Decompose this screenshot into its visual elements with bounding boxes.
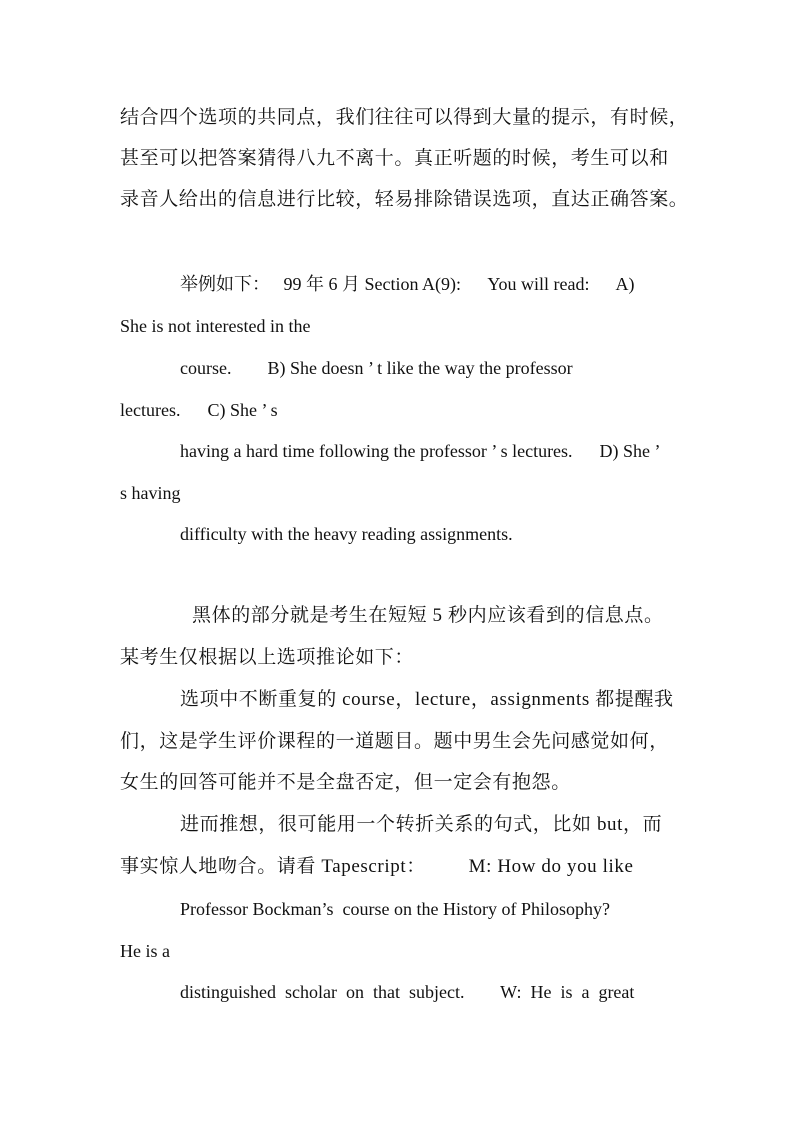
analysis-line: Professor Bockman’s course on the History of Philosophy? (180, 899, 610, 919)
example-line: course. B) She doesn ’ t like the way the professor (180, 358, 573, 378)
example-line: having a hard time following the professor ’ s lectures. D) She ’ (180, 441, 661, 461)
example-line: difficulty with the heavy reading assignments. (180, 524, 513, 544)
paragraph-line: 录音人给出的信息进行比较，轻易排除错误选项，直达正确答案。 (120, 189, 689, 210)
paragraph-line: 甚至可以把答案猜得八九不离十。真正听题的时候，考生可以和 (120, 148, 669, 169)
example-line: lectures. C) She ’ s (120, 400, 278, 420)
example-line: s having (120, 483, 181, 503)
analysis-line: 女生的回答可能并不是全盘否定，但一定会有抱怨。 (120, 772, 571, 793)
analysis-line: distinguished scholar on that subject. W: He is a great (180, 982, 635, 1002)
analysis-line: 黑体的部分就是考生在短短 5 秒内应该看到的信息点。 (192, 605, 664, 626)
analysis-line: 事实惊人地吻合。请看 Tapescript： M: How do you like (120, 856, 634, 877)
analysis-line: He is a (120, 941, 170, 961)
analysis-line: 某考生仅根据以上选项推论如下： (120, 647, 415, 668)
example-line: 举例如下： 99 年 6 月 Section A(9): You will read: A) (180, 274, 635, 294)
analysis-line: 们，这是学生评价课程的一道题目。题中男生会先问感觉如何， (120, 731, 669, 752)
analysis-line: 进而推想，很可能用一个转折关系的句式，比如 but，而 (180, 814, 663, 835)
example-line: She is not interested in the (120, 316, 311, 336)
analysis-line: 选项中不断重复的 course，lecture，assignments 都提醒我 (180, 689, 674, 710)
paragraph-line: 结合四个选项的共同点，我们往往可以得到大量的提示，有时候， (120, 107, 689, 128)
